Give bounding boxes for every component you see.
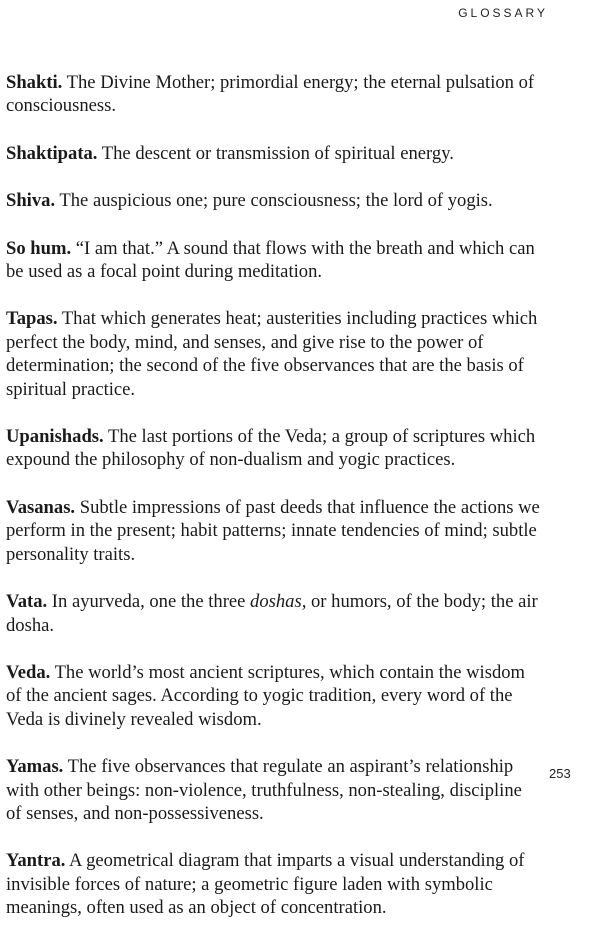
- page-number: 253: [549, 766, 571, 781]
- entry-definition: That which generates heat; austerities including practices which perfect the body, mind, and senses, and give rise to the power of determination; the second of the five observances that are the basis of spiritual practice.: [6, 308, 538, 400]
- entry-term: Upanishads.: [6, 426, 104, 448]
- glossary-entry-shakti: [6, 71, 541, 118]
- entry-definition-italic: doshas,: [250, 591, 307, 613]
- entry-term: Shiva.: [6, 190, 56, 212]
- entry-definition: “I am that.” A sound that flows with the breath and which can be used as a focal point during meditation.: [6, 237, 535, 283]
- entry-definition: The last portions of the Veda; a group of scriptures which expound the philosophy of non-dualism and yogic practices.: [6, 426, 536, 471]
- entry-term: Yamas.: [6, 756, 64, 778]
- entry-term: Vata.: [6, 591, 48, 613]
- entry-definition: The Divine Mother; primordial energy; the eternal pulsation of consciousness.: [6, 72, 535, 117]
- glossary-entry-vata: [6, 590, 541, 637]
- entry-term: Yantra.: [6, 850, 66, 872]
- entry-definition: The descent or transmission of spiritual energy.: [97, 142, 454, 164]
- glossary-entry-tapas: [6, 307, 541, 401]
- entry-term: So hum.: [6, 237, 72, 259]
- entry-definition: The world’s most ancient scriptures, which contain the wisdom of the ancient sages. According to yogic tradition, every word of the Veda is divinely revealed wisdom.: [6, 661, 526, 730]
- glossary-entry-so-hum: [6, 237, 541, 284]
- entry-definition: The five observances that regulate an aspirant’s relationship with other beings: non-violence, truthfulness, non-stealing, discipline of senses, and non-possessiveness.: [6, 756, 522, 824]
- entry-definition: In ayurveda, one the three: [47, 591, 251, 613]
- glossary-entry-upanishads: [6, 425, 541, 472]
- entry-definition: or humors, of the body; the air dosha.: [6, 591, 538, 636]
- entry-term: Veda.: [6, 661, 51, 683]
- glossary-entry-shiva: [6, 189, 541, 212]
- glossary-entry-vasanas: [6, 496, 541, 566]
- glossary-entries: [6, 71, 541, 944]
- entry-definition: The auspicious one; pure consciousness; the lord of yogis.: [55, 190, 493, 212]
- glossary-entry-veda: [6, 661, 541, 731]
- running-head: GLOSSARY: [458, 6, 548, 20]
- glossary-entry-yantra: [6, 849, 541, 919]
- glossary-entry-shaktipata: [6, 142, 541, 165]
- entry-term: Tapas.: [6, 308, 58, 330]
- glossary-entry-yamas: [6, 755, 541, 825]
- entry-term: Vasanas.: [6, 496, 76, 518]
- entry-definition: Subtle impressions of past deeds that influence the actions we perform in the present; habit patterns; innate tendencies of mind; subtle personality traits.: [6, 496, 540, 565]
- entry-definition: A geometrical diagram that imparts a visual understanding of invisible forces of nature; a geometric figure laden with symbolic meanings, often used as an object of concentration.: [6, 850, 525, 919]
- entry-term: Shaktipata.: [6, 142, 98, 164]
- entry-term: Shakti.: [6, 72, 63, 93]
